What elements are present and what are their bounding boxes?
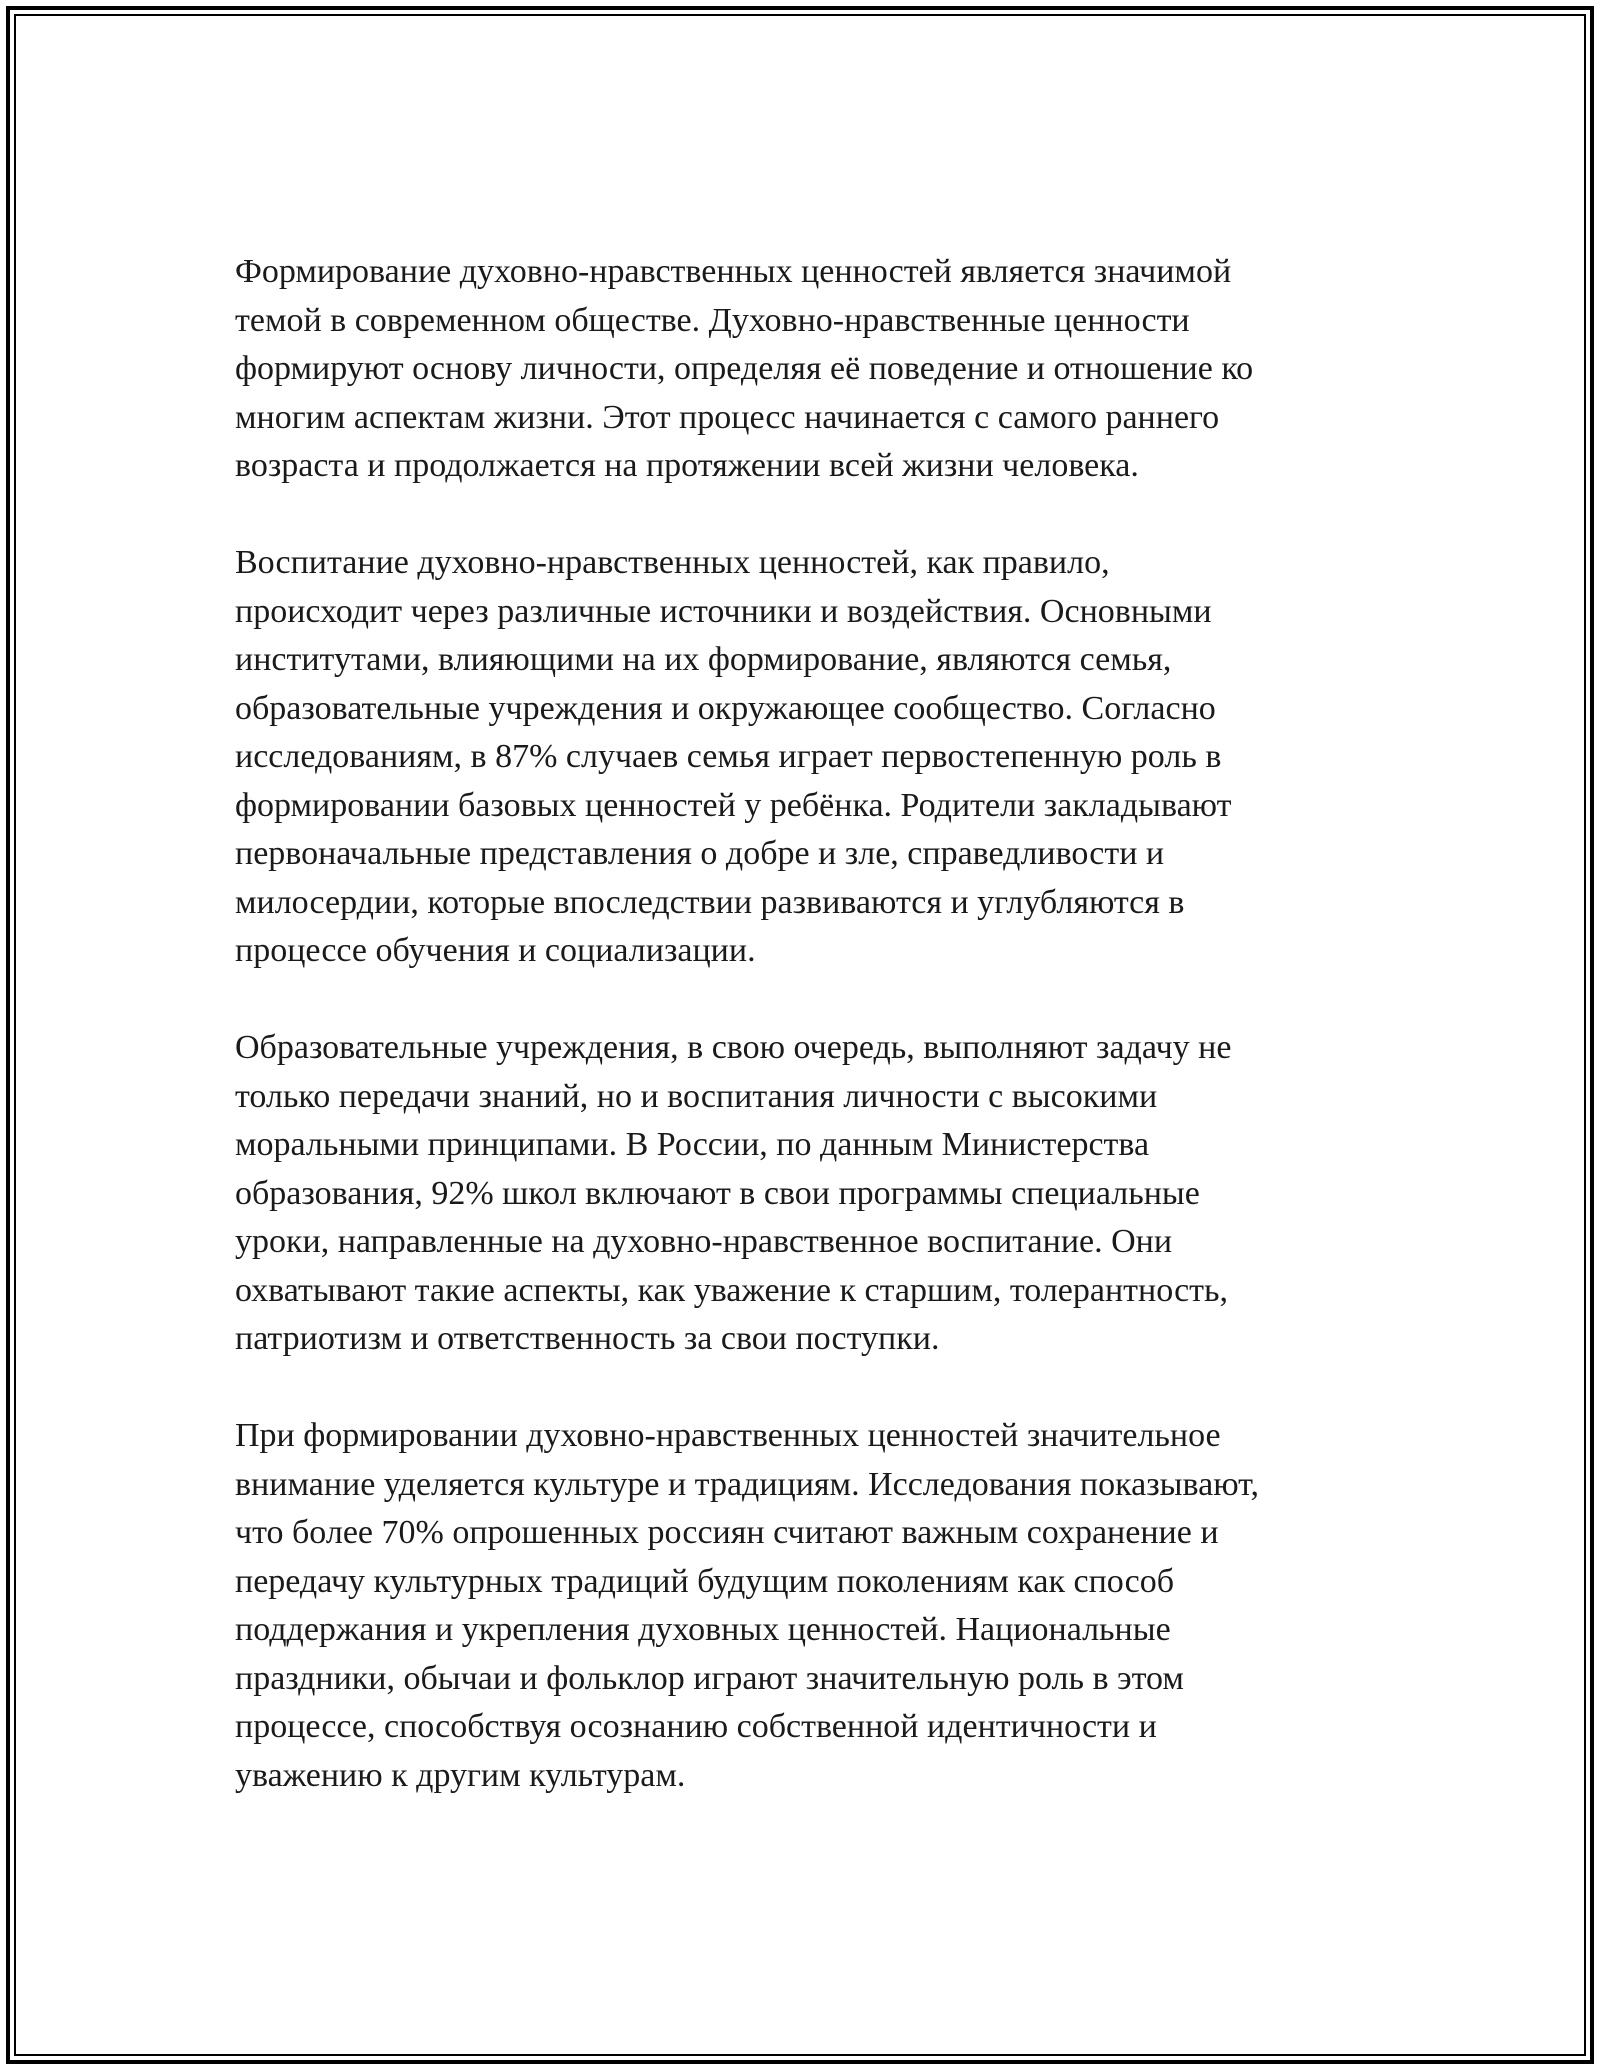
- paragraph-4: [235, 1412, 1375, 1800]
- text-line: моральными принципами. В России, по данным Министерства: [235, 1126, 1150, 1163]
- text-line: процессе обучения и социализации.: [235, 932, 756, 969]
- text-line: происходит через различные источники и воздействия. Основными: [235, 592, 1212, 630]
- text-line: Образовательные учреждения, в свою очередь, выполняют задачу не: [235, 1029, 1232, 1066]
- text-line: процессе, способствуя осознанию собственной идентичности и: [235, 1708, 1157, 1745]
- text-line: Воспитание духовно-нравственных ценностей, как правило,: [235, 544, 1110, 581]
- text-line: исследованиям, в 87% случаев семья играет первостепенную роль в: [235, 738, 1222, 775]
- text-line: уроки, направленные на духовно-нравственное воспитание. Они: [235, 1223, 1173, 1260]
- text-line: институтами, влияющими на их формирование, являются семья,: [235, 641, 1172, 678]
- text-line: образовательные учреждения и окружающее сообщество. Согласно: [235, 689, 1216, 727]
- text-line: формировании базовых ценностей у ребёнка. Родители закладывают: [235, 786, 1232, 824]
- text-line: первоначальные представления о добре и зле, справедливости и: [235, 835, 1165, 872]
- paragraph-3: [235, 1024, 1375, 1364]
- text-line: патриотизм и ответственность за свои поступки.: [235, 1320, 940, 1357]
- text-line: только передачи знаний, но и воспитания личности с высокими: [235, 1077, 1158, 1115]
- text-line: уважению к другим культурам.: [235, 1756, 686, 1794]
- text-line: внимание уделяется культуре и традициям. Исследования показывают,: [235, 1465, 1259, 1503]
- text-line: праздники, обычаи и фольклор играют значительную роль в этом: [235, 1659, 1184, 1697]
- document-body: [235, 248, 1375, 1849]
- text-line: поддержания и укрепления духовных ценностей. Национальные: [235, 1611, 1171, 1648]
- text-line: передачу культурных традиций будущим поколениям как способ: [235, 1562, 1175, 1600]
- text-line: Формирование духовно-нравственных ценностей является значимой: [235, 253, 1232, 290]
- paragraph-2: [235, 539, 1375, 976]
- text-line: охватывают такие аспекты, как уважение к старшим, толерантность,: [235, 1271, 1229, 1309]
- text-line: темой в современном обществе. Духовно-нравственные ценности: [235, 301, 1190, 339]
- text-line: возраста и продолжается на протяжении всей жизни человека.: [235, 447, 1139, 484]
- text-line: При формировании духовно-нравственных ценностей значительное: [235, 1417, 1221, 1454]
- paragraph-1: [235, 248, 1375, 491]
- text-line: что более 70% опрошенных россиян считают важным сохранение и: [235, 1514, 1219, 1551]
- text-line: многим аспектам жизни. Этот процесс начинается с самого раннего: [235, 398, 1220, 436]
- text-line: формируют основу личности, определяя её поведение и отношение ко: [235, 350, 1254, 387]
- text-line: милосердии, которые впоследствии развиваются и углубляются в: [235, 883, 1185, 921]
- text-line: образования, 92% школ включают в свои программы специальные: [235, 1174, 1200, 1212]
